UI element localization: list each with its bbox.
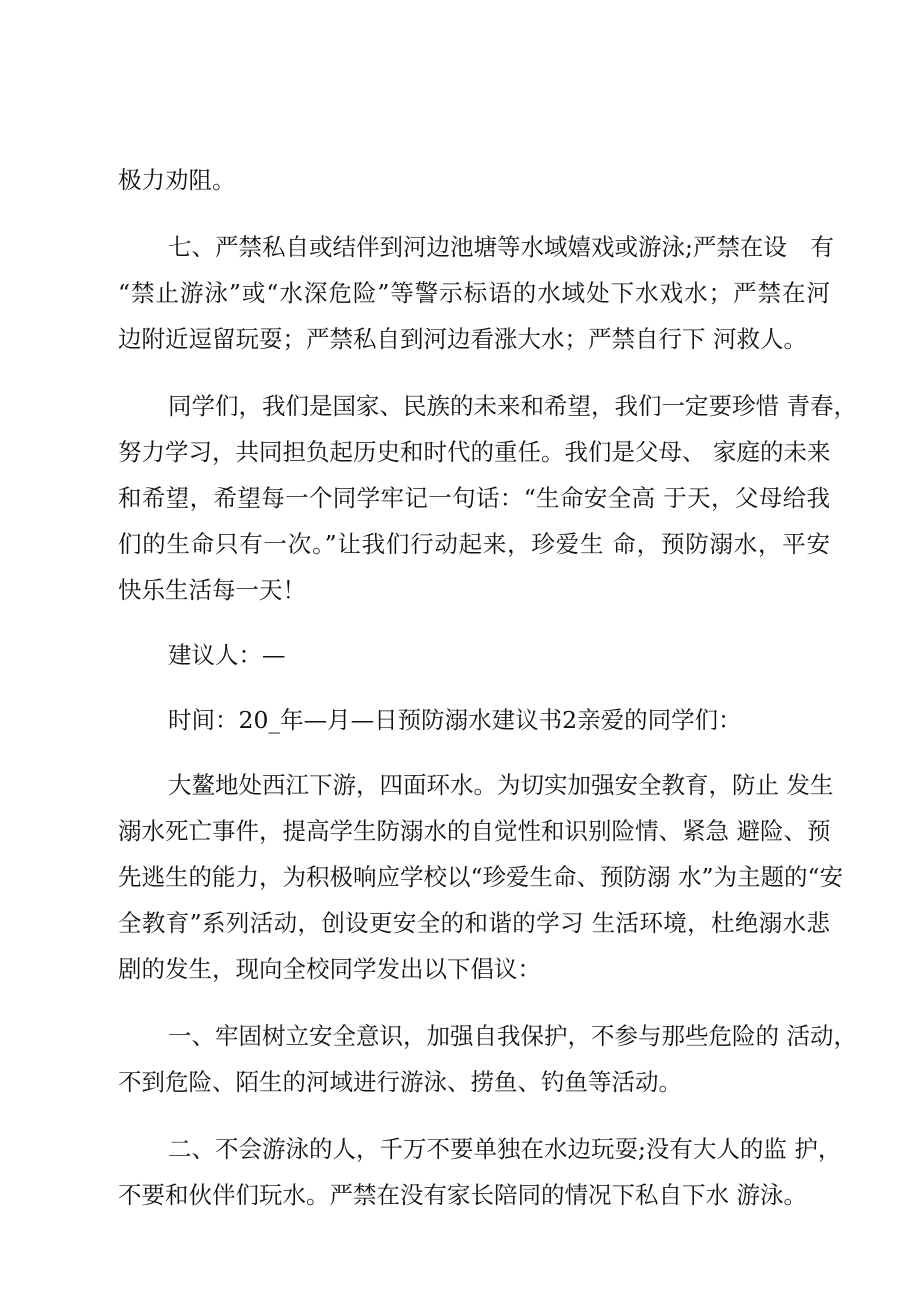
paragraph-intro [118,765,844,995]
paragraph-rule-one [118,1016,857,1108]
text-line: 时间：20_年—月—日预防溺水建议书2亲爱的同学们： [168,706,742,734]
text-line: 同学们，我们是国家、民族的未来和希望，我们一定要珍惜 青春， [168,392,857,420]
paragraph-date-and-greeting [118,700,830,746]
document-body [118,160,857,1221]
text-line: 不到危险、陌生的河域进行游泳、捞鱼、钓鱼等活动。 [118,1068,682,1096]
text-line: 全教育”系列活动，创设更安全的和谐的学习 生活环境，杜绝溺水悲 [118,909,830,937]
text-line: 溺水死亡事件，提高学生防溺水的自觉性和识别险情、紧急 避险、预 [118,817,831,845]
text-line: 快乐生活每一天！ [118,576,306,604]
text-line: “禁止游泳”或“水深危险”等警示标语的水域处下水戏水；严禁在河 [118,279,830,307]
text-line: 七、严禁私自或结伴到河边池塘等水域嬉戏或游泳;严禁在设 有 [168,233,834,261]
text-line: 剧的发生，现向全校同学发出以下倡议： [118,955,541,983]
text-line: 二、不会游泳的人，千万不要单独在水边玩耍;没有大人的监 护， [168,1135,842,1163]
paragraph-continuation [118,160,830,206]
paragraph-proposer [118,635,830,681]
paragraph-rule-two [118,1129,842,1221]
text-line: 努力学习，共同担负起历史和时代的重任。我们是父母、 家庭的未来 [118,438,831,466]
text-line: 边附近逗留玩耍；严禁私自到河边看涨大水；严禁自行下 河救人。 [118,325,807,353]
paragraph-appeal [118,386,857,616]
text-line: 不要和伙伴们玩水。严禁在没有家长陪同的情况下私自下水 游泳。 [118,1181,807,1209]
text-line: 先逃生的能力，为积极响应学校以“珍爱生命、预防溺 水”为主题的“安 [118,863,844,891]
text-line: 建议人：— [168,641,286,669]
text-line: 和希望，希望每一个同学牢记一句话：“生命安全高 于天，父母给我 [118,484,830,512]
text-line: 们的生命只有一次。”让我们行动起来，珍爱生 命，预防溺水，平安 [118,530,830,558]
paragraph-rule-seven [118,227,834,365]
text-line: 大鳌地处西江下游，四面环水。为切实加强安全教育，防止 发生 [168,771,834,799]
text-line: 极力劝阻。 [118,166,236,194]
text-line: 一、牢固树立安全意识，加强自我保护，不参与那些危险的 活动， [168,1022,857,1050]
